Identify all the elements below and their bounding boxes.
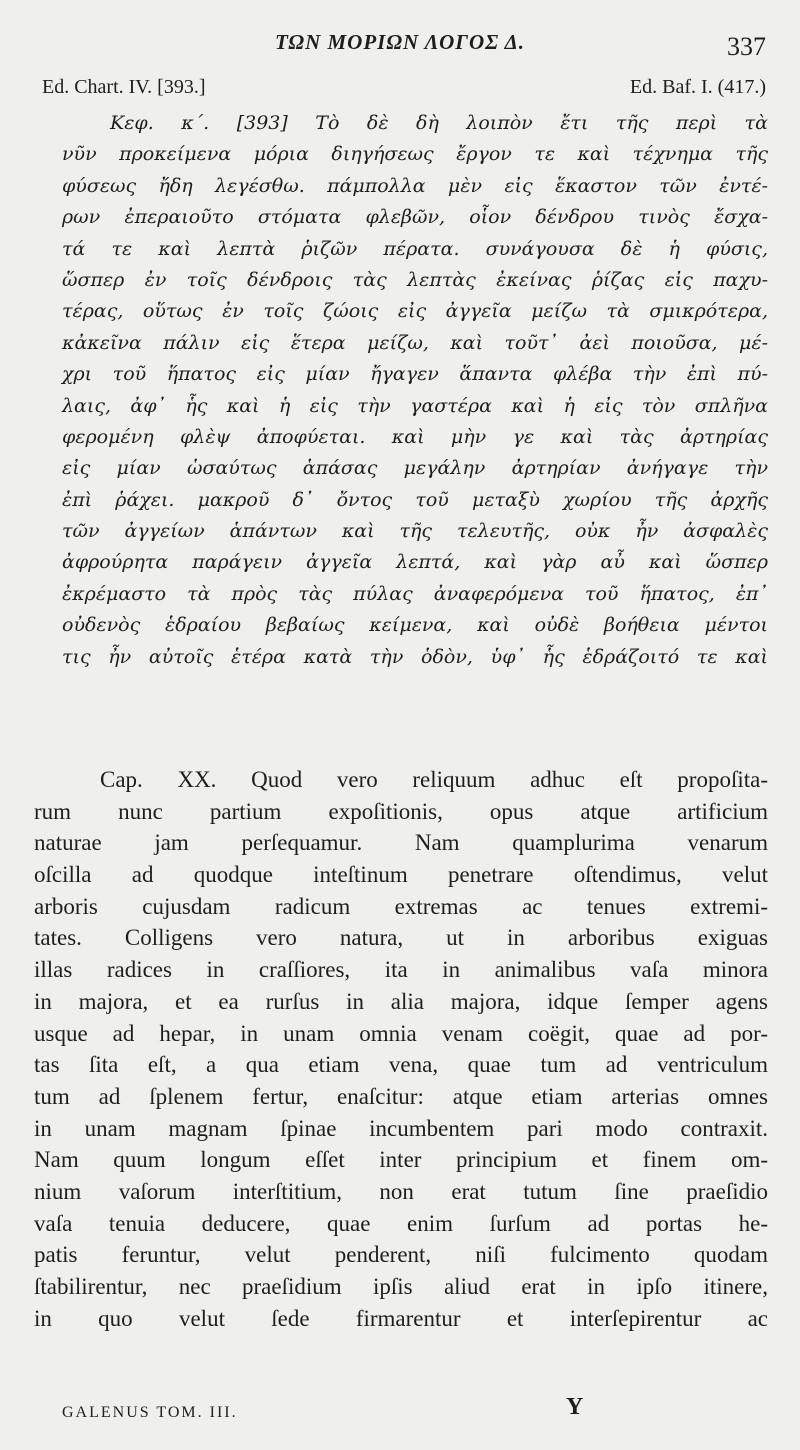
greek-text-line: φερομένη φλὲψ ἀποφύεται. καὶ μὴν γε καὶ τὰς ἀρτηρίας <box>62 425 768 448</box>
latin-text-line: Nam quum longum eſſet inter principium et finem om- <box>34 1147 768 1173</box>
footer-signature-mark: Y <box>566 1394 584 1420</box>
latin-text-line: in majora, et ea rurſus in alia majora, idque ſemper agens <box>34 988 768 1014</box>
latin-text-line: vaſa tenuia deducere, quae enim ſurſum ad portas he- <box>34 1210 768 1236</box>
footer-volume: GALENUS TOM. III. <box>62 1404 238 1421</box>
latin-text-line: tum ad ſplenem fertur, enaſcitur: atque etiam arterias omnes <box>34 1083 768 1109</box>
running-head: ΤΩΝ ΜΟΡΙΩΝ ΛΟΓΟΣ Δ. <box>274 30 526 54</box>
greek-text-line: κἀκεῖνα πάλιν εἰς ἕτερα μείζω, καὶ τοῦτ᾽ ἀεὶ ποιοῦσα, μέ- <box>62 331 768 354</box>
greek-text-line: ἀφρούρητα παράγειν ἀγγεῖα λεπτά, καὶ γὰρ αὖ καὶ ὥσπερ <box>62 551 768 574</box>
greek-text-line: λαις, ἀφ᾽ ἧς καὶ ἡ εἰς τὴν γαστέρα καὶ ἡ εἰς τὸν σπλῆνα <box>62 394 768 417</box>
greek-text-line: νῦν προκείμενα μόρια διηγήσεως ἔργον τε καὶ τέχνημα τῆς <box>62 143 768 166</box>
latin-text-line: in quo velut ſede firmarentur et interſepirentur ac <box>34 1305 768 1331</box>
latin-text-line: tates. Colligens vero natura, ut in arboribus exiguas <box>34 925 768 951</box>
greek-text-line: τις ἦν αὐτοῖς ἑτέρα κατὰ τὴν ὁδὸν, ὑφ᾽ ἧς ἑδράζοιτό τε καὶ <box>62 645 768 668</box>
greek-text-line: οὐδενὸς ἑδραίου βεβαίως κείμενα, καὶ οὐδὲ βοήθεια μέντοι <box>62 614 768 637</box>
greek-text-line: εἰς μίαν ὡσαύτως ἁπάσας μεγάλην ἀρτηρίαν ἀνήγαγε τὴν <box>62 457 768 480</box>
latin-text-line: Cap. XX. Quod vero reliquum adhuc eſt propoſita- <box>100 767 768 792</box>
latin-text-line: arboris cujusdam radicum extremas ac tenues extremi- <box>34 893 768 919</box>
greek-text-line: ρων ἐπεραιοῦτο στόματα φλεβῶν, οἷον δένδρου τινὸς ἔσχα- <box>62 206 768 229</box>
edition-reference-right: Ed. Baf. I. (417.) <box>629 76 766 98</box>
greek-text-line: Κεφ. κ΄. [393] Τὸ δὲ δὴ λοιπὸν ἔτι τῆς περὶ τὰ <box>110 112 768 134</box>
latin-text-line: tas ſita eſt, a qua etiam vena, quae tum ad ventriculum <box>34 1052 768 1078</box>
greek-text-line: τῶν ἀγγείων ἁπάντων καὶ τῆς τελευτῆς, οὐκ ἦν ἀσφαλὲς <box>62 520 768 543</box>
greek-text-line: ἐπὶ ῥάχει. μακροῦ δ᾽ ὄντος τοῦ μεταξὺ χωρίου τῆς ἀρχῆς <box>62 488 768 511</box>
greek-text-line: τέρας, οὕτως ἐν τοῖς ζώοις εἰς ἀγγεῖα μείζω τὰ σμικρότερα, <box>62 300 768 323</box>
latin-text-line: naturae jam perſequamur. Nam quamplurima venarum <box>34 830 768 856</box>
edition-reference-left: Ed. Chart. IV. [393.] <box>42 76 206 98</box>
greek-text-line: ὥσπερ ἐν τοῖς δένδροις τὰς λεπτὰς ἐκείνας ῥίζας εἰς παχυ- <box>62 268 768 291</box>
latin-text-line: ſtabilirentur, nec praeſidium ipſis aliud erat in ipſo itinere, <box>34 1274 768 1299</box>
latin-text-line: oſcilla ad quodque inteſtinum penetrare oſtendimus, velut <box>34 862 768 888</box>
greek-text-line: ἐκρέμαστο τὰ πρὸς τὰς πύλας ἀναφερόμενα τοῦ ἥπατος, ἐπ᾽ <box>62 582 768 605</box>
page-number: 337 <box>727 32 766 61</box>
latin-text-line: in unam magnam ſpinae incumbentem pari modo contraxit. <box>34 1115 768 1141</box>
latin-text-line: illas radices in craſſiores, ita in animalibus vaſa minora <box>34 957 768 983</box>
greek-text-line: φύσεως ἤδη λεγέσθω. πάμπολλα μὲν εἰς ἕκαστον τῶν ἐντέ- <box>62 174 768 197</box>
latin-text-block <box>34 764 768 1334</box>
latin-text-line: patis feruntur, velut penderent, niſi fulcimento quodam <box>34 1242 768 1268</box>
latin-text-line: nium vaſorum interſtitium, non erat tutum ſine praeſidio <box>34 1178 768 1204</box>
latin-text-line: usque ad hepar, in unam omnia venam coëgit, quae ad por- <box>34 1020 768 1046</box>
greek-text-block <box>62 108 768 673</box>
latin-text-line: rum nunc partium expoſitionis, opus atque artificium <box>34 798 768 824</box>
greek-text-line: τά τε καὶ λεπτὰ ῥιζῶν πέρατα. συνάγουσα δὲ ἡ φύσις, <box>62 237 768 260</box>
greek-text-line: χρι τοῦ ἥπατος εἰς μίαν ἤγαγεν ἅπαντα φλέβα τὴν ἐπὶ πύ- <box>62 363 768 386</box>
